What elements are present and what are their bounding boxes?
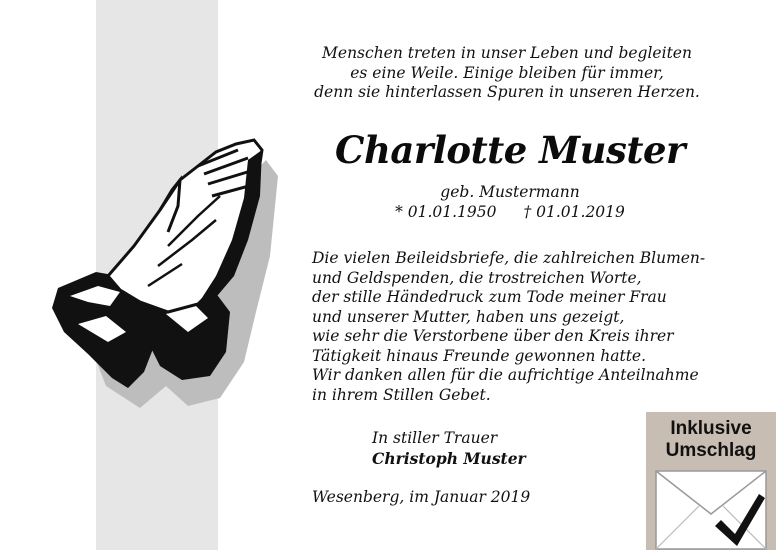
birth-name: geb. Mustermann <box>440 183 580 201</box>
message-line: in ihrem Stillen Gebet. <box>312 385 491 404</box>
badge-line-2: Umschlag <box>665 440 757 461</box>
message-line: und Geldspenden, die trostreichen Worte, <box>312 268 642 287</box>
message-line: der stille Händedruck zum Tode meiner Frau <box>312 288 667 306</box>
message-line: und unserer Mutter, haben uns gezeigt, <box>312 307 625 326</box>
life-dates <box>330 203 690 223</box>
memorial-quote <box>300 44 714 103</box>
message-line: Tätigkeit hinaus Freunde gewonnen hatte. <box>312 346 647 365</box>
mourning-intro: In stiller Trauer <box>372 429 498 447</box>
mourning-signature <box>372 429 526 468</box>
place-date: Wesenberg, im Januar 2019 <box>312 488 531 506</box>
birth-date: * 01.01.1950 <box>395 203 497 221</box>
thank-you-message <box>312 249 732 405</box>
praying-hands-icon <box>48 136 280 412</box>
message-line: Wir danken allen für die aufrichtige Anteilnahme <box>312 366 699 384</box>
quote-line: Menschen treten in unser Leben und begleiten <box>322 44 692 62</box>
quote-line: es eine Weile. Einige bleiben für immer, <box>350 63 664 82</box>
quote-line: denn sie hinterlassen Spuren in unseren Herzen. <box>314 83 700 101</box>
envelope-check-icon <box>655 470 767 550</box>
envelope-included-badge <box>646 412 776 550</box>
death-date: † 01.01.2019 <box>523 203 625 221</box>
deceased-name: Charlotte Muster <box>335 128 685 172</box>
signer-name: Christoph Muster <box>372 448 526 468</box>
badge-line-1: Inklusive <box>670 418 752 439</box>
message-line: Die vielen Beileidsbriefe, die zahlreichen Blumen- <box>312 249 706 267</box>
badge-label <box>646 418 776 462</box>
message-line: wie sehr die Verstorbene über den Kreis ihrer <box>312 327 674 345</box>
